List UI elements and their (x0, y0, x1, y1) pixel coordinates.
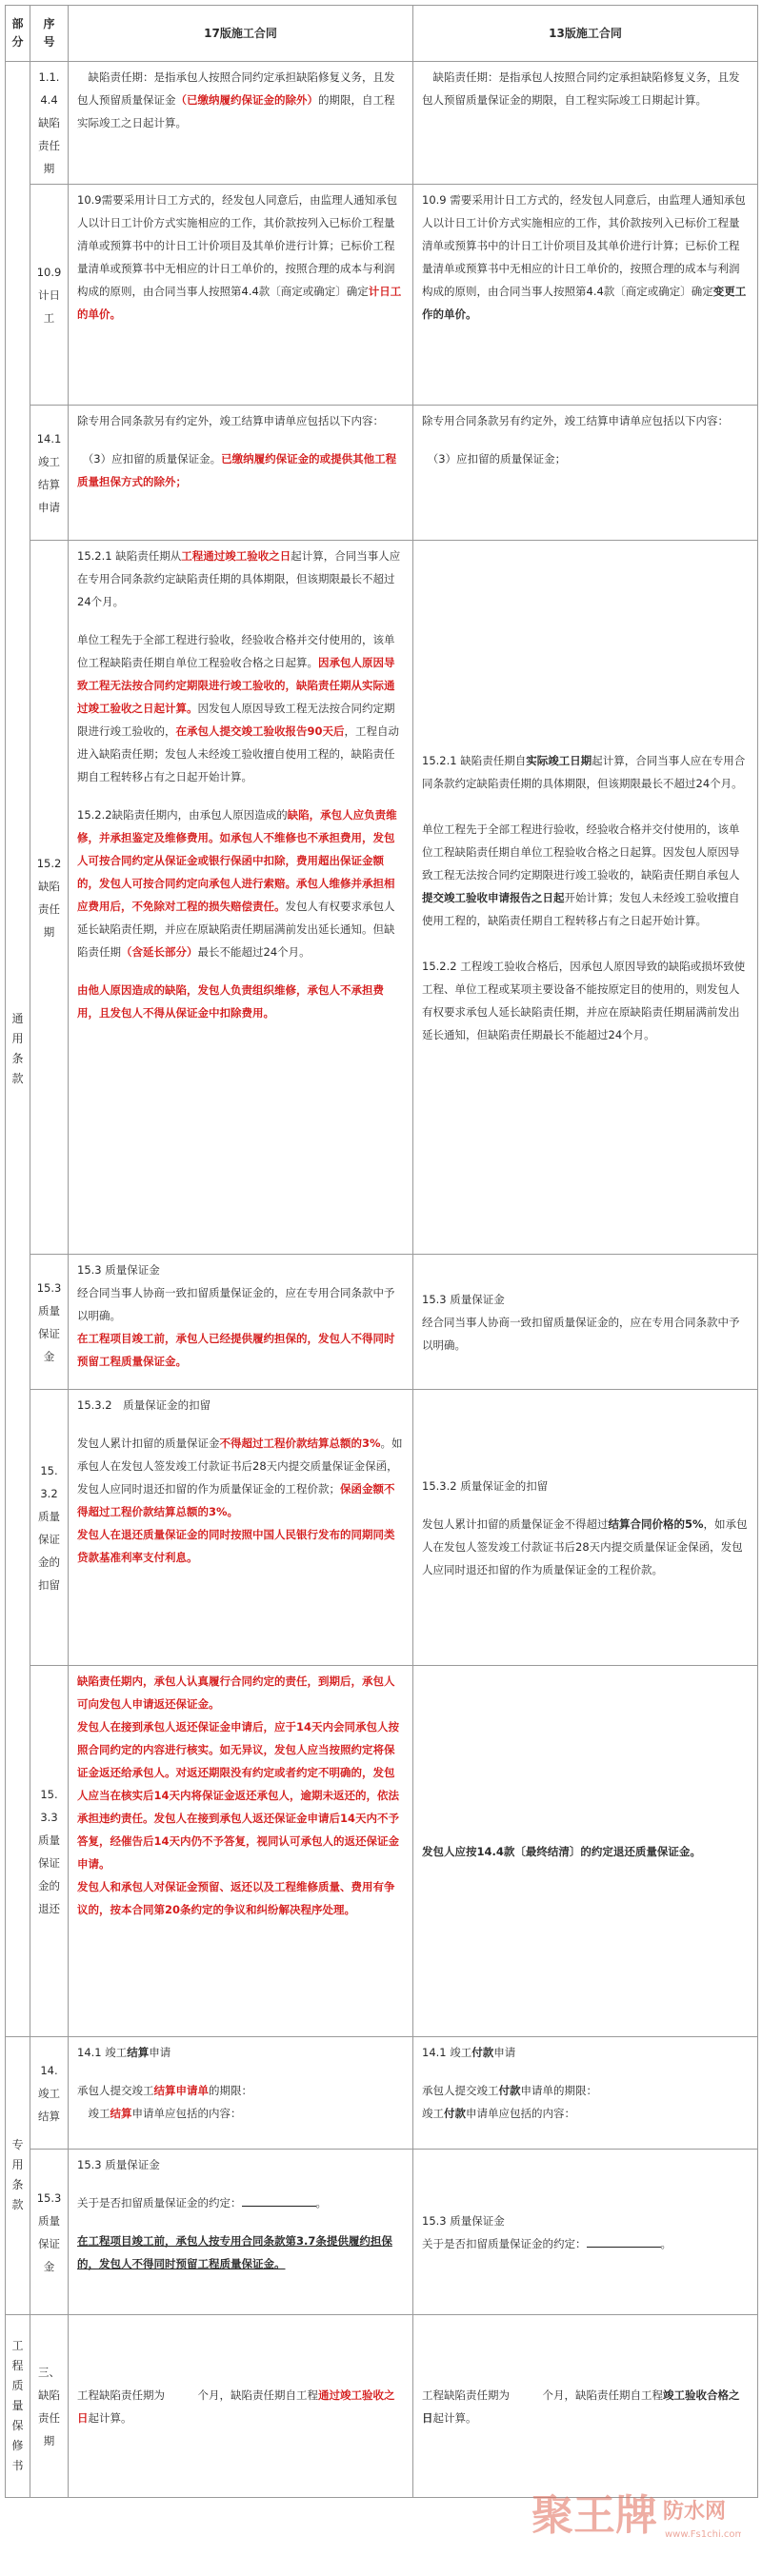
header-13-contract: 13版施工合同 (413, 6, 758, 62)
clause-number: 15.3.3质量保证金的退还 (30, 1666, 69, 2037)
clause-13-text: 10.9 需要采用计日工方式的，经发包人同意后，由监理人通知承包人以计日工计价方式实施相应的工作，其价款按列入已标价工程量清单或预算书中的计日工计价项目及其单价进行计算；已标价工程量清单或预算书中无相应的计日工单价的，按照合理的成本与利润构成的原则，由合同当事人按照第4.4款〔商定或确定〕确定变更工作的单价。 (413, 185, 758, 406)
clause-17-text: 15.2.1 缺陷责任期从工程通过竣工验收之日起计算，合同当事人应在专用合同条款约定缺陷责任期的具体期限，但该期限最长不超过24个月。 单位工程先于全部工程进行验收，经验收合格并交付使用的，该单位工程缺陷责任期自单位工程验收合格之日起算。因承包人原因导致工程无法按合同约定期限进行竣工验收的，缺陷责任期从实际通过竣工验收之日起计算。因发包人原因导致工程无法按合同约定期限进行竣工验收的，在承包人提交竣工验收报告90天后，工程自动进入缺陷责任期；发包人未经竣工验收擅自使用工程的，缺陷责任期自工程转移占有之日起开始计算。 15.2.2缺陷责任期内，由承包人原因造成的缺陷，承包人应负责维修，并承担鉴定及维修费用。如承包人不维修也不承担费用，发包人可按合同约定从保证金或银行保函中扣除，费用超出保证金额的，发包人可按合同约定向承包人进行索赔。承包人维修并承担相应费用后，不免除对工程的损失赔偿责任。发包人有权要求承包人延长缺陷责任期，并应在原缺陷责任期届满前发出延长通知。但缺陷责任期（含延长部分）最长不能超过24个月。 由他人原因造成的缺陷，发包人负责组织维修，承包人不承担费用，且发包人不得从保证金中扣除费用。 (69, 541, 413, 1255)
table-row (6, 2315, 758, 2498)
clause-13-text: 工程缺陷责任期为 个月，缺陷责任期自工程竣工验收合格之日起计算。 (413, 2315, 758, 2498)
clause-13-text: 15.3 质量保证金 关于是否扣留质量保证金的约定： 。 (413, 2150, 758, 2315)
clause-17-text: 缺陷责任期内，承包人认真履行合同约定的责任，到期后，承包人可向发包人申请返还保证金。 发包人在接到承包人返还保证金申请后，应于14天内会同承包人按照合同约定的内容进行核实。如无异议，发包人应当按照约定将保证金返还给承包人。对返还期限没有约定或者约定不明确的，发包人应当在核实后14天内将保证金返还承包人，逾期未返还的，依法承担违约责任。发包人在接到承包人返还保证金申请后14天内不予答复，经催告后14天内仍不予答复，视同认可承包人的返还保证金申请。 发包人和承包人对保证金预留、返还以及工程维修质量、费用有争议的，按本合同第20条约定的争议和纠纷解决程序处理。 (69, 1666, 413, 2037)
clause-13-text: 14.1 竣工付款申请 承包人提交竣工付款申请单的期限： 竣工付款申请单应包括的内容： (413, 2037, 758, 2150)
clause-number: 15.3.2质量保证金的扣留 (30, 1390, 69, 1666)
table-row (6, 185, 758, 406)
clause-number: 15.3 质量保证金 (30, 2150, 69, 2315)
header-part: 部分 (6, 6, 30, 62)
table-row (6, 406, 758, 541)
header-row (6, 6, 758, 62)
watermark-logo (531, 2484, 741, 2556)
contract-comparison-table (5, 5, 758, 2498)
clause-13-text: 15.3 质量保证金 经合同当事人协商一致扣留质量保证金的，应在专用合同条款中予以明确。 (413, 1255, 758, 1390)
clause-13-text: 缺陷责任期：是指承包人按照合同约定承担缺陷修复义务，且发包人预留质量保证金的期限，自工程实际竣工日期起计算。 (413, 62, 758, 185)
clause-number: 14.竣工结算 (30, 2037, 69, 2150)
clause-number: 15.2 缺陷责任期 (30, 541, 69, 1255)
clause-17-text: 15.3 质量保证金 经合同当事人协商一致扣留质量保证金的，应在专用合同条款中予以明确。 在工程项目竣工前，承包人已经提供履约担保的，发包人不得同时预留工程质量保证金。 (69, 1255, 413, 1390)
watermark-text: 防水网 (663, 2500, 727, 2524)
clause-number: 1.1.4.4 缺陷责任期 (30, 62, 69, 185)
watermark-graphic (531, 2484, 741, 2556)
clause-number: 三、缺陷责任期 (30, 2315, 69, 2498)
clause-number: 10.9 计日工 (30, 185, 69, 406)
table-row (6, 1666, 758, 2037)
clause-17-text: 除专用合同条款另有约定外，竣工结算申请单应包括以下内容： （3）应扣留的质量保证金。已缴纳履约保证金的或提供其他工程质量担保方式的除外； (69, 406, 413, 541)
header-17-contract: 17版施工合同 (69, 6, 413, 62)
watermark-brand: 聚王牌 (531, 2491, 657, 2540)
table-row (6, 2150, 758, 2315)
table-row (6, 62, 758, 185)
clause-number: 14.1竣工结算申请 (30, 406, 69, 541)
clause-17-text: 14.1 竣工结算申请 承包人提交竣工结算申请单的期限： 竣工结算申请单应包括的内容： (69, 2037, 413, 2150)
clause-17-text: 15.3.2 质量保证金的扣留 发包人累计扣留的质量保证金不得超过工程价款结算总额的3%。如承包人在发包人签发竣工付款证书后28天内提交质量保证金保函，发包人应同时退还扣留的作为质量保证金的工程价款；保函金额不得超过工程价款结算总额的3%。 发包人在退还质量保证金的同时按照中国人民银行发布的同期同类贷款基准利率支付利息。 (69, 1390, 413, 1666)
table-row (6, 2037, 758, 2150)
section-warranty: 工程质量保修书 (6, 2315, 30, 2498)
clause-13-text: 除专用合同条款另有约定外，竣工结算申请单应包括以下内容： （3）应扣留的质量保证金； (413, 406, 758, 541)
table-row (6, 1255, 758, 1390)
clause-13-text: 发包人应按14.4款〔最终结清〕的约定退还质量保证金。 (413, 1666, 758, 2037)
header-num: 序号 (30, 6, 69, 62)
clause-17-text: 15.3 质量保证金 关于是否扣留质量保证金的约定： 。 在工程项目竣工前，承包人按专用合同条款第3.7条提供履约担保的，发包人不得同时预留工程质量保证金。 (69, 2150, 413, 2315)
blank-field (587, 2233, 661, 2248)
clause-17-text: 缺陷责任期：是指承包人按照合同约定承担缺陷修复义务，且发包人预留质量保证金（已缴纳履约保证金的除外）的期限，自工程实际竣工之日起计算。 (69, 62, 413, 185)
clause-13-text: 15.2.1 缺陷责任期自实际竣工日期起计算，合同当事人应在专用合同条款约定缺陷责任期的具体期限，但该期限最长不超过24个月。 单位工程先于全部工程进行验收，经验收合格并交付使用的，该单位工程缺陷责任期自单位工程验收合格之日起算。因发包人原因导致工程无法按合同约定期限进行竣工验收的，缺陷责任期自承包人提交竣工验收申请报告之日起开始计算；发包人未经竣工验收擅自使用工程的，缺陷责任期自工程转移占有之日起开始计算。 15.2.2 工程竣工验收合格后，因承包人原因导致的缺陷或损坏致使工程、单位工程或某项主要设备不能按原定目的使用的，则发包人有权要求承包人延长缺陷责任期，并应在原缺陷责任期届满前发出延长通知，但缺陷责任期最长不能超过24个月。 (413, 541, 758, 1255)
clause-number: 15.3 质量保证金 (30, 1255, 69, 1390)
clause-17-text: 10.9需要采用计日工方式的，经发包人同意后，由监理人通知承包人以计日工计价方式实施相应的工作，其价款按列入已标价工程量清单或预算书中的计日工计价项目及其单价进行计算；已标价工程量清单或预算书中无相应的计日工单价的，按照合理的成本与利润构成的原则，由合同当事人按照第4.4款〔商定或确定〕确定计日工的单价。 (69, 185, 413, 406)
blank-field (242, 2192, 316, 2207)
section-general: 通用条款 (6, 62, 30, 2037)
section-special: 专用条款 (6, 2037, 30, 2315)
table-row (6, 541, 758, 1255)
clause-13-text: 15.3.2 质量保证金的扣留 发包人累计扣留的质量保证金不得超过结算合同价格的5%，如承包人在发包人签发竣工付款证书后28天内提交质量保证金保函，发包人应同时退还扣留的作为质量保证金的工程价款。 (413, 1390, 758, 1666)
watermark-url: www.Fs1chi.com (665, 2529, 741, 2540)
table-row (6, 1390, 758, 1666)
clause-17-text: 工程缺陷责任期为 个月，缺陷责任期自工程通过竣工验收之日起计算。 (69, 2315, 413, 2498)
